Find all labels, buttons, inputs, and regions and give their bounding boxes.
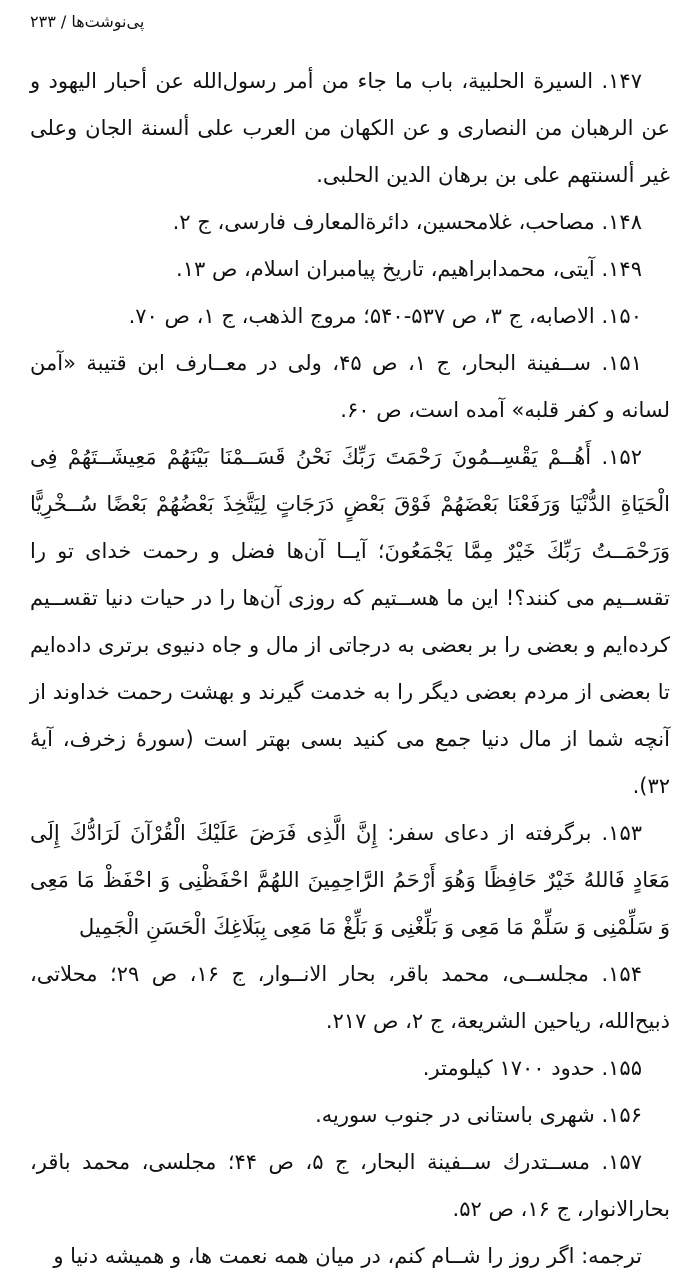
note-number: ۱۵۰. xyxy=(601,304,642,328)
translation-paragraph xyxy=(30,1233,670,1280)
note-text: ســفينة البحار، ج ۱، ص ۴۵، ولی در معــارف ابن قتیبة «آمن لسانه و كفر قلبه» آمده است، ص ۶۰. xyxy=(30,351,670,422)
endnotes-content xyxy=(30,58,670,1280)
note-147 xyxy=(30,58,670,199)
note-number: ۱۵۴. xyxy=(601,962,642,986)
note-number: ۱۵۳. xyxy=(601,821,643,845)
note-155 xyxy=(30,1045,670,1092)
note-number: ۱۵۷. xyxy=(601,1150,642,1174)
note-151 xyxy=(30,340,670,434)
note-text: مســتدرك ســفينة البحار، ج ۵، ص ۴۴؛ مجلسی، محمد باقر، بحارالانوار، ج ۱۶، ص ۵۲. xyxy=(30,1150,670,1221)
note-number: ۱۵۶. xyxy=(601,1103,642,1127)
note-number: ۱۴۷. xyxy=(601,69,642,93)
note-154 xyxy=(30,951,670,1045)
note-text: مصاحب، غلامحسین، دائرةالمعارف فارسی، ج ۲. xyxy=(172,210,595,234)
page-header xyxy=(0,0,700,34)
note-number: ۱۴۸. xyxy=(601,210,642,234)
note-153 xyxy=(30,810,670,951)
note-150 xyxy=(30,293,670,340)
note-number: ۱۵۱. xyxy=(601,351,642,375)
note-157 xyxy=(30,1139,670,1233)
note-number: ۱۵۵. xyxy=(601,1056,642,1080)
note-152 xyxy=(30,434,670,810)
note-text: الاصابه، ج ۳، ص ۵۳۷-۵۴۰؛ مروج الذهب، ج ۱، ص ۷۰. xyxy=(128,304,595,328)
note-number: ۱۵۲. xyxy=(601,445,642,469)
note-text: آیتی، محمدابراهیم، تاریخ پیامبران اسلام، ص ۱۳. xyxy=(176,257,595,281)
note-text: شهری باستانی در جنوب سوریه. xyxy=(315,1103,595,1127)
note-number: ۱۴۹. xyxy=(601,257,642,281)
translation-text: اگر روز را شــام کنم، در میان همه نعمت ها، و همیشه دنیا و xyxy=(53,1244,575,1268)
note-148 xyxy=(30,199,670,246)
running-title: پی‌نوشت‌ها / ۲۳۳ xyxy=(30,12,145,31)
note-text: برگرفته از دعای سفر: إِنَّ الَّذِى فَرَضَ عَلَيْكَ الْقُرْآنَ لَرَادُّكَ إِلَى مَعَادٍ فَاللهُ خَيْرٌ حَافِظًا وَهُوَ أَرْحَمُ الرَّاحِمِينَ اللهُمَّ احْفَظْنِى وَ احْفَظْ مَا مَعِى وَ سَلِّمْنِى وَ سَلِّمْ مَا مَعِى وَ بَلِّغْنِى وَ بَلِّغْ مَا مَعِى بِبَلَاغِكَ الْحَسَنِ الْجَمِيل xyxy=(30,821,670,939)
note-text: أَهُــمْ يَقْسِــمُونَ رَحْمَتَ رَبِّكَ نَحْنُ قَسَــمْنَا بَيْنَهُمْ مَعِيشَــتَهُمْ فِى الْحَيَاةِ الدُّنْيَا وَرَفَعْنَا بَعْضَهُمْ فَوْقَ بَعْضٍ دَرَجَاتٍ لِيَتَّخِذَ بَعْضُهُمْ بَعْضًا سُــخْرِيًّا وَرَحْمَــتُ رَبِّكَ خَيْرٌ مِمَّا يَجْمَعُونَ؛ آیــا آن‌ها فضل و رحمت خدای تو را تقســیم می کنند؟! این ما هســتیم که روزی آن‌ها را در حیات دنیا تقســیم کرده‌ایم و بعضی را بر بعضی به درجاتی از مال و جاه دنیوی برتری داده‌ایم تا بعضی از مردم بعضی دیگر را به خدمت گیرند و بهشت رحمت خداوند از آنچه شما از مال دنیا جمع می کنید بسی بهتر است (سورهٔ زخرف، آیهٔ ۳۲). xyxy=(30,445,670,798)
note-text: السيرة الحلبية، باب ما جاء من أمر رسول‌الله عن أحبار اليهود و عن الرهبان من النصارى و عن الكهان من العرب على ألسنة الجان وعلى غير ألسنتهم على بن برهان الدين الحلبى. xyxy=(30,69,670,187)
note-156 xyxy=(30,1092,670,1139)
note-149 xyxy=(30,246,670,293)
note-text: مجلســی، محمد باقر، بحار الانــوار، ج ۱۶، ص ۲۹؛ محلاتی، ذبیح‌الله، ریاحین الشریعة، ج ۲، ص ۲۱۷. xyxy=(30,962,670,1033)
note-text: حدود ۱۷۰۰ کیلومتر. xyxy=(422,1056,595,1080)
translation-label: ترجمه: xyxy=(581,1244,642,1268)
